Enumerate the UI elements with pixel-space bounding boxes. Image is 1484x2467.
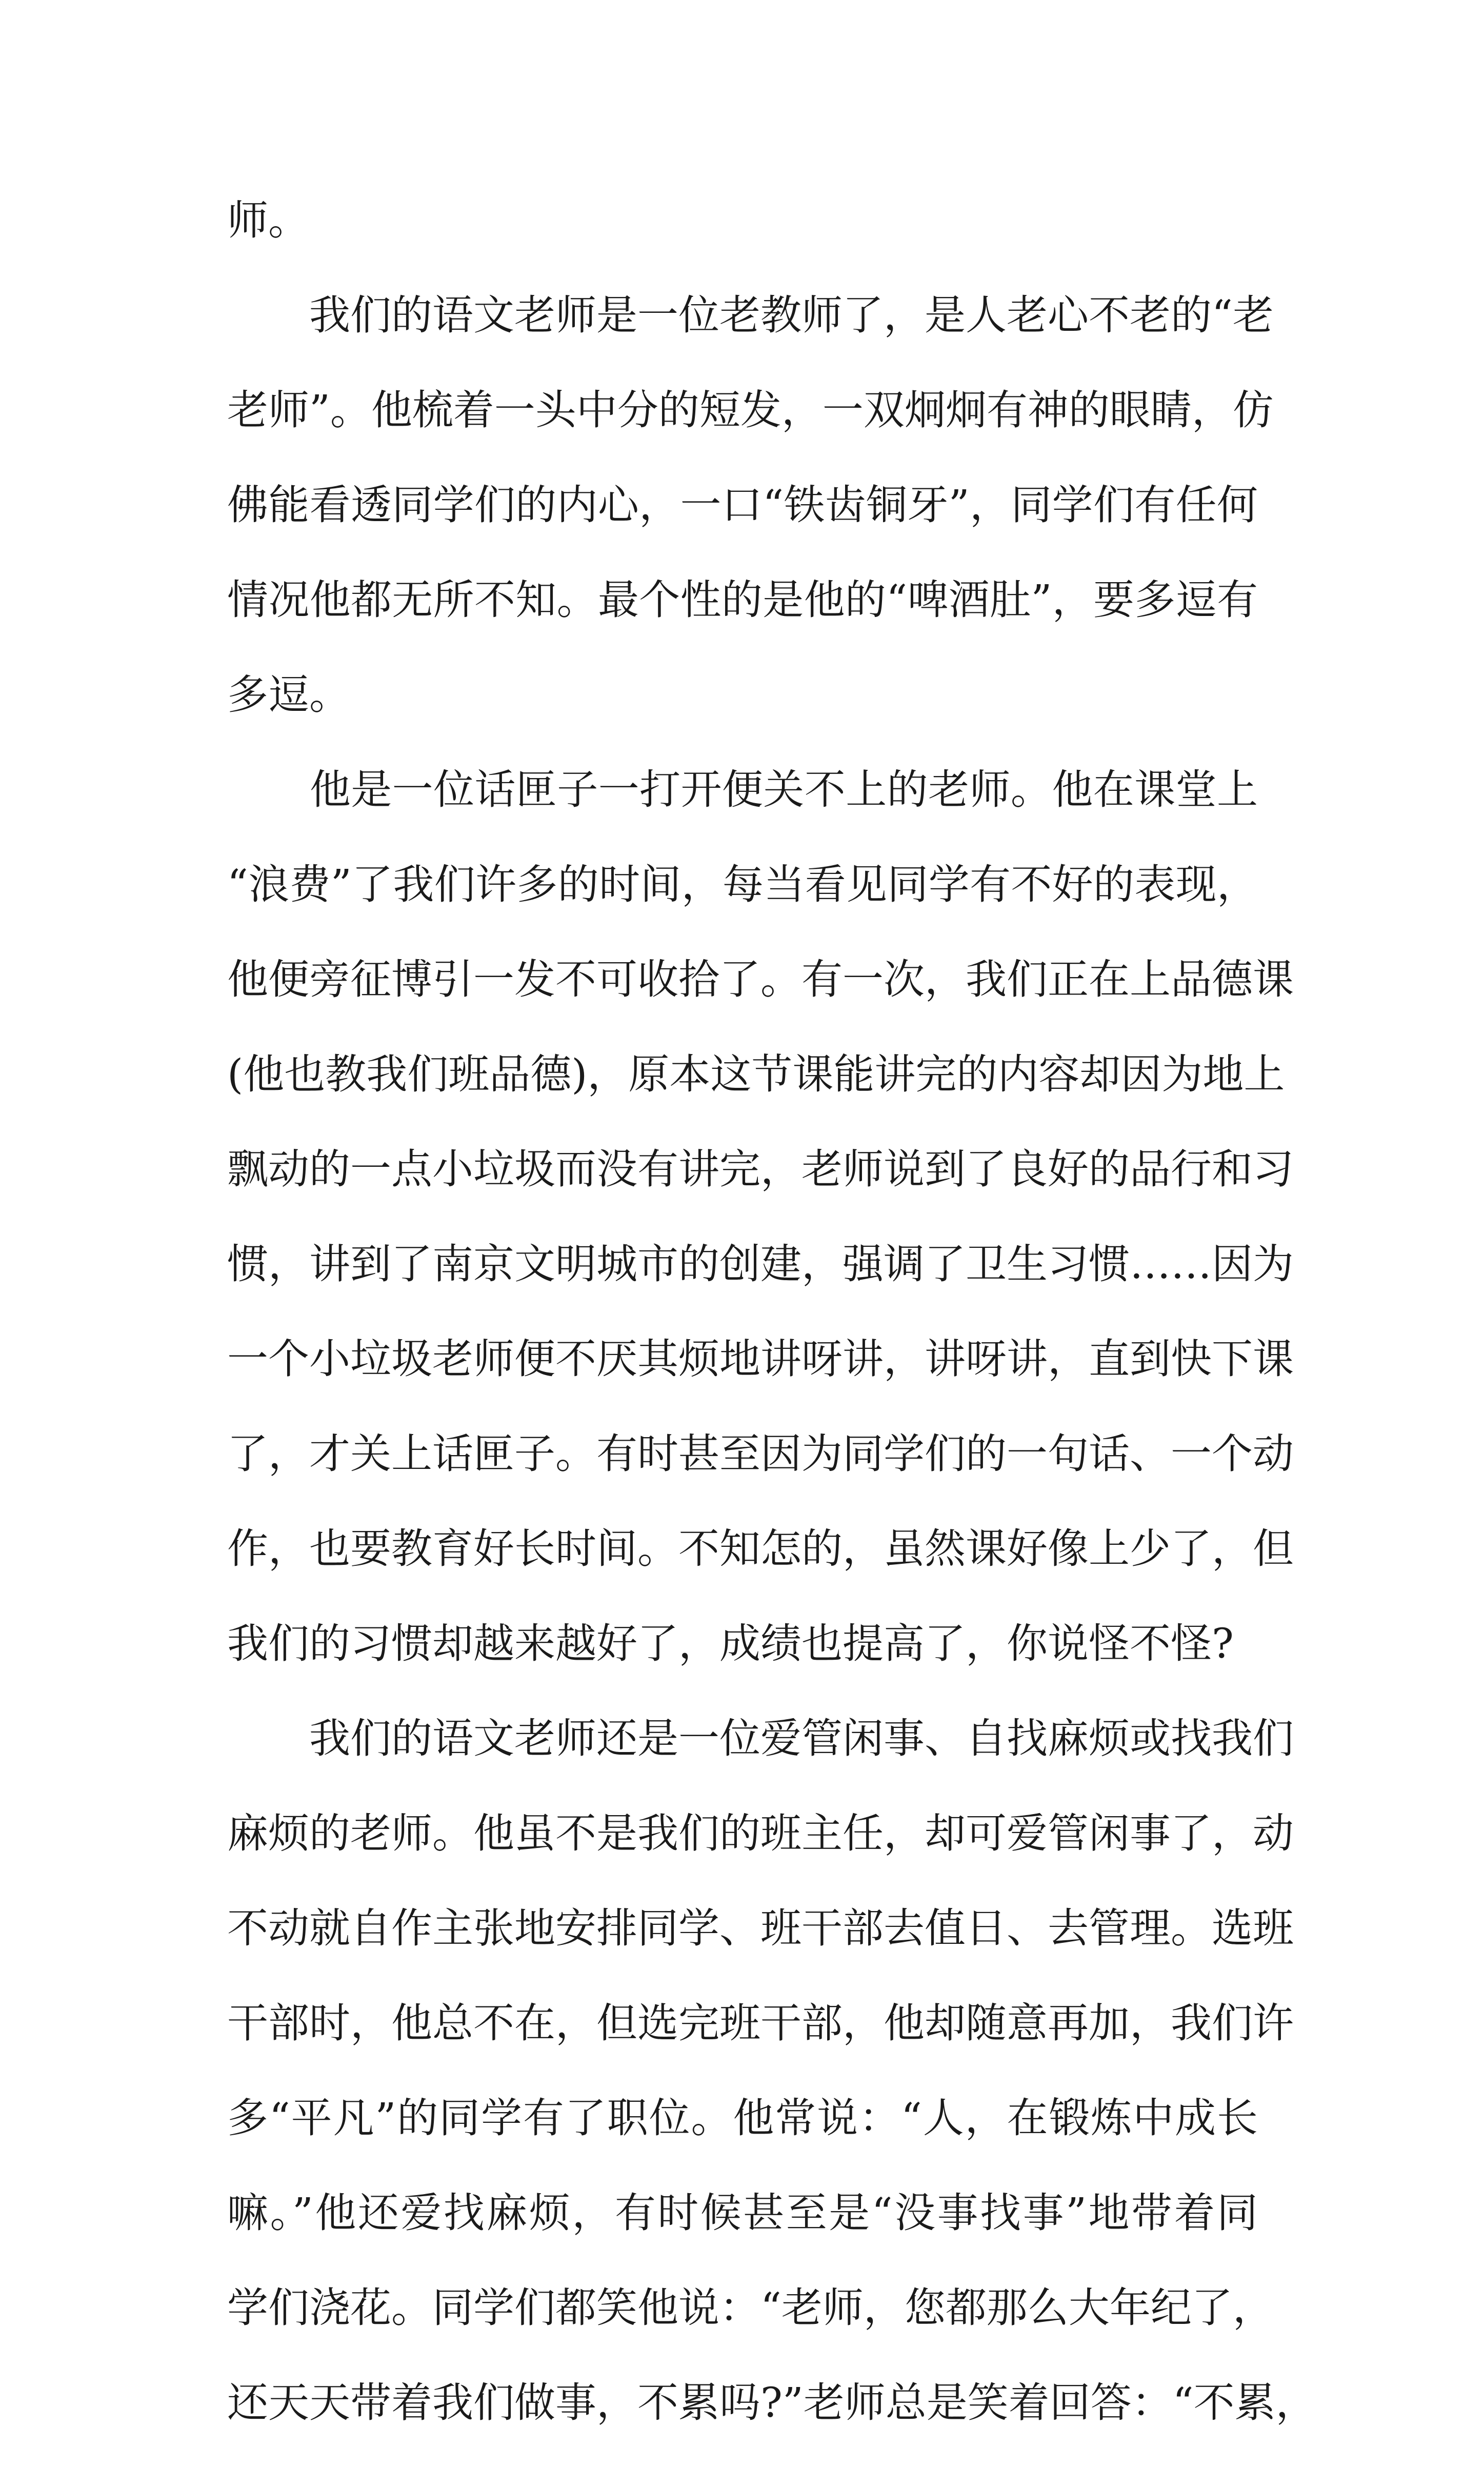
text-line: 飘动的一点小垃圾而没有讲完，老师说到了良好的品行和习	[227, 1145, 1294, 1193]
body-text	[227, 190, 1317, 2467]
text-line: 我们的语文老师是一位老教师了，是人老心不老的“老	[227, 291, 1274, 339]
text-line: 多逗。	[227, 671, 350, 719]
text-line: 佛能看透同学们的内心，一口“铁齿铜牙”，同学们有任何	[227, 481, 1258, 529]
text-line: 一个小垃圾老师便不厌其烦地讲呀讲，讲呀讲，直到快下课	[227, 1335, 1294, 1383]
text-line: 师。	[227, 196, 309, 244]
text-line: 嘛。”他还爱找麻烦，有时候甚至是“没事找事”地带着同	[227, 2189, 1258, 2237]
text-line: 老师”。他梳着一头中分的短发，一双炯炯有神的眼睛，仿	[227, 386, 1274, 434]
text-line: “浪费”了我们许多的时间，每当看见同学有不好的表现，	[227, 861, 1258, 908]
text-line: 我们的习惯却越来越好了，成绩也提高了，你说怪不怪?	[227, 1620, 1234, 1667]
text-line: 我们的语文老师还是一位爱管闲事、自找麻烦或找我们	[227, 1715, 1294, 1762]
text-line: 学们浇花。同学们都笑他说：“老师，您都那么大年纪了，	[227, 2284, 1274, 2332]
text-line: 了，才关上话匣子。有时甚至因为同学们的一句话、一个动	[227, 1430, 1294, 1478]
text-line: 不动就自作主张地安排同学、班干部去值日、去管理。选班	[227, 1904, 1294, 1952]
text-line: (他也教我们班品德)，原本这节课能讲完的内容却因为地上	[227, 1050, 1285, 1098]
text-line: 他便旁征博引一发不可收拾了。有一次，我们正在上品德课	[227, 956, 1294, 1003]
text-line: 多“平凡”的同学有了职位。他常说：“人，在锻炼中成长	[227, 2094, 1258, 2142]
text-line: 他是一位话匣子一打开便关不上的老师。他在课堂上	[227, 766, 1258, 813]
text-line: 干部时，他总不在，但选完班干部，他却随意再加，我们许	[227, 1999, 1294, 2047]
text-line: 还天天带着我们做事，不累吗?”老师总是笑着回答：“不累，	[227, 2379, 1317, 2426]
text-line: 惯，讲到了南京文明城市的创建，强调了卫生习惯……因为	[227, 1240, 1294, 1288]
text-line: 情况他都无所不知。最个性的是他的“啤酒肚”，要多逗有	[227, 576, 1258, 624]
text-line: 作，也要教育好长时间。不知怎的，虽然课好像上少了，但	[227, 1525, 1294, 1573]
text-line: 麻烦的老师。他虽不是我们的班主任，却可爱管闲事了，动	[227, 1809, 1294, 1857]
